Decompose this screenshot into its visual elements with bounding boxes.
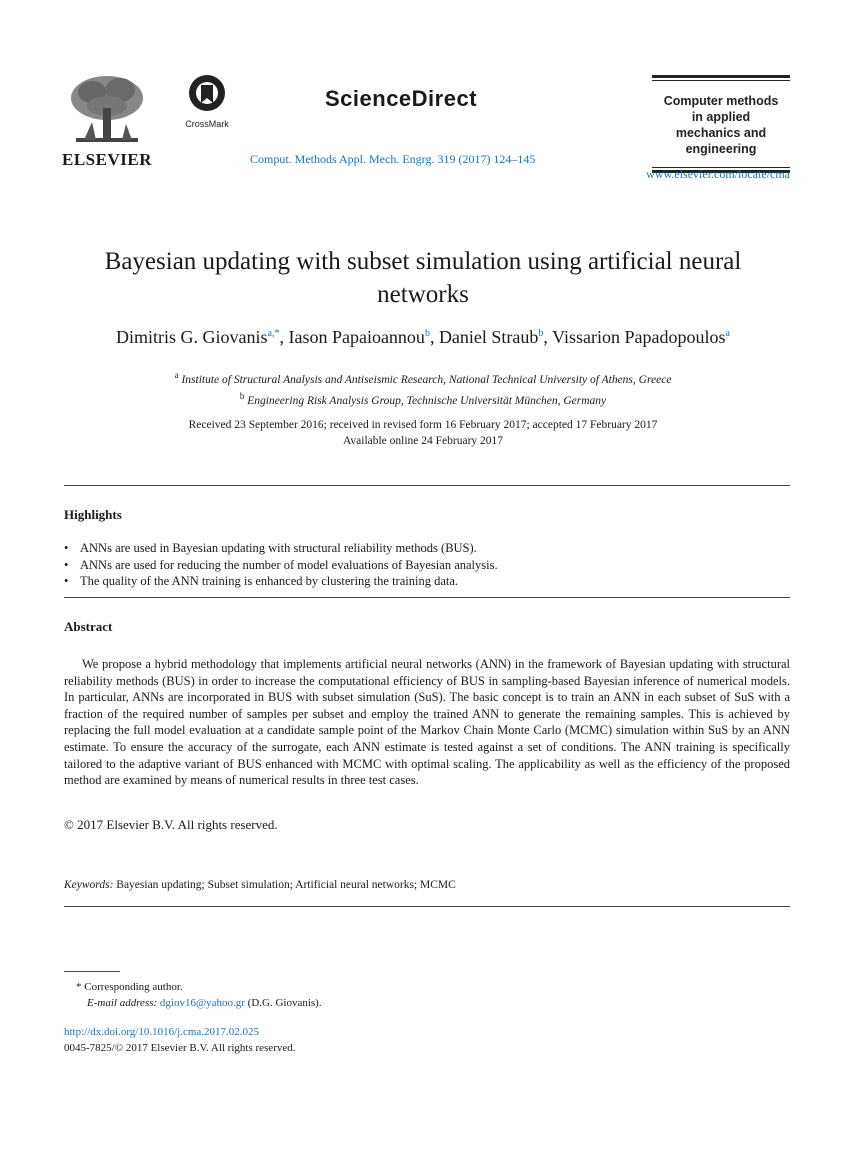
doi-link[interactable]: http://dx.doi.org/10.1016/j.cma.2017.02.025 <box>64 1026 260 1038</box>
footnote <box>64 979 790 1011</box>
issn-copyright: 0045-7825/© 2017 Elsevier B.V. All rights reserved. <box>64 1042 296 1054</box>
author-affil-mark[interactable]: a <box>725 328 730 339</box>
journal-url-link[interactable]: www.elsevier.com/locate/cma <box>646 167 790 181</box>
author-list: Dimitris G. Giovanis$^{a,*}$, Iason Papaioannou$^b$, Daniel Straub$^b$, Vissarion Papadopoulos$^a$ <box>116 327 730 347</box>
email-owner: (D.G. Giovanis). <box>247 997 322 1009</box>
keywords-text: Bayesian updating; Subset simulation; Artificial neural networks; MCMC <box>116 879 456 891</box>
list-item: • ANNs are used for reducing the number of model evaluations of Bayesian analysis. <box>64 557 498 572</box>
bullet-icon: • <box>64 557 69 572</box>
affiliations <box>60 367 786 409</box>
highlights-heading: Highlights <box>64 507 122 522</box>
journal-citation[interactable]: Comput. Methods Appl. Mech. Engrg. 319 (2017) 124–145 <box>250 152 536 166</box>
highlights-list <box>64 540 790 590</box>
journal-masthead <box>652 70 790 180</box>
divider <box>64 906 790 907</box>
author-affil-mark[interactable]: b <box>538 328 544 339</box>
author-affil-mark[interactable]: a,* <box>267 328 280 339</box>
masthead-top-rule <box>652 75 790 83</box>
list-item: • The quality of the ANN training is enhanced by clustering the training data. <box>64 574 459 588</box>
crossmark-label: CrossMark <box>185 119 229 129</box>
crossmark-icon <box>187 73 227 113</box>
email-label: E-mail address: <box>87 997 158 1009</box>
received-dates: Received 23 September 2016; received in revised form 16 February 2017; accepted 17 February 2017 <box>188 419 658 431</box>
footnote-rule <box>64 971 120 972</box>
article-title: Bayesian updating with subset simulation using artificial neural networks <box>104 248 742 308</box>
author-name[interactable]: Daniel Straub <box>438 327 539 347</box>
available-online: Available online 24 February 2017 <box>342 434 504 447</box>
bullet-icon: • <box>64 541 69 555</box>
keywords-label: Keywords: <box>64 879 114 891</box>
author-name[interactable]: Iason Papaioannou <box>288 327 425 347</box>
journal-title: Computer methods in applied mechanics and engineering <box>663 94 779 156</box>
footer <box>64 1024 296 1056</box>
article-history <box>60 418 786 449</box>
keywords <box>64 879 790 891</box>
author-affil-mark[interactable]: b <box>424 328 430 339</box>
affiliation-a: $^a$ Institute of Structural Analysis and Antiseismic Research, National Technical University of Athens, Greece <box>174 370 672 386</box>
author-name[interactable]: Dimitris G. Giovanis <box>116 327 268 347</box>
divider <box>64 485 790 486</box>
footnote-mark: * <box>76 981 82 993</box>
abstract-text: We propose a hybrid methodology that implements artificial neural networks (ANN) in the framework of Bayesian updating with structural reliability methods (BUS) in order to increase the computational efficiency of BUS in sampling-based Bayesian inference of numerical models. In particular, ANNs are incorporated in BUS with subset simulation (SuS). The basic concept is to train an ANN in each subset of SuS with a fraction of the required number of samples per subset and employ the trained ANN to generate the remaining samples. This is achieved by replacing the full model evaluation at a candidate sample point of the Markov Chain Monte Carlo (MCMC) simulation within SuS by an ANN estimate. To ensure the accuracy of the surrogate, each ANN estimate is tested against a set of conditions. The ANN training is specifically tailored to the adaptive variant of BUS enhanced with MCMC with optimal scaling. The applicability as well as the efficiency of the proposed method are examined by means of numerical results in three test cases. <box>64 657 790 788</box>
affiliation-b: $^b$ Engineering Risk Analysis Group, Technische Universität München, Germany <box>239 390 607 407</box>
corresponding-author: Corresponding author. <box>84 981 183 993</box>
sciencedirect-logo[interactable]: ScienceDirect <box>325 86 478 111</box>
email-link[interactable]: dgiov16@yahoo.gr <box>159 997 245 1009</box>
elsevier-wordmark: ELSEVIER <box>62 150 152 169</box>
abstract-copyright: © 2017 Elsevier B.V. All rights reserved. <box>64 817 278 832</box>
list-item: • ANNs are used in Bayesian updating with structural reliability methods (BUS). <box>64 541 477 555</box>
abstract-heading: Abstract <box>64 619 113 634</box>
divider <box>64 597 790 598</box>
crossmark-badge[interactable] <box>184 73 230 129</box>
bullet-icon: • <box>64 574 69 588</box>
author-name[interactable]: Vissarion Papadopoulos <box>552 327 726 347</box>
